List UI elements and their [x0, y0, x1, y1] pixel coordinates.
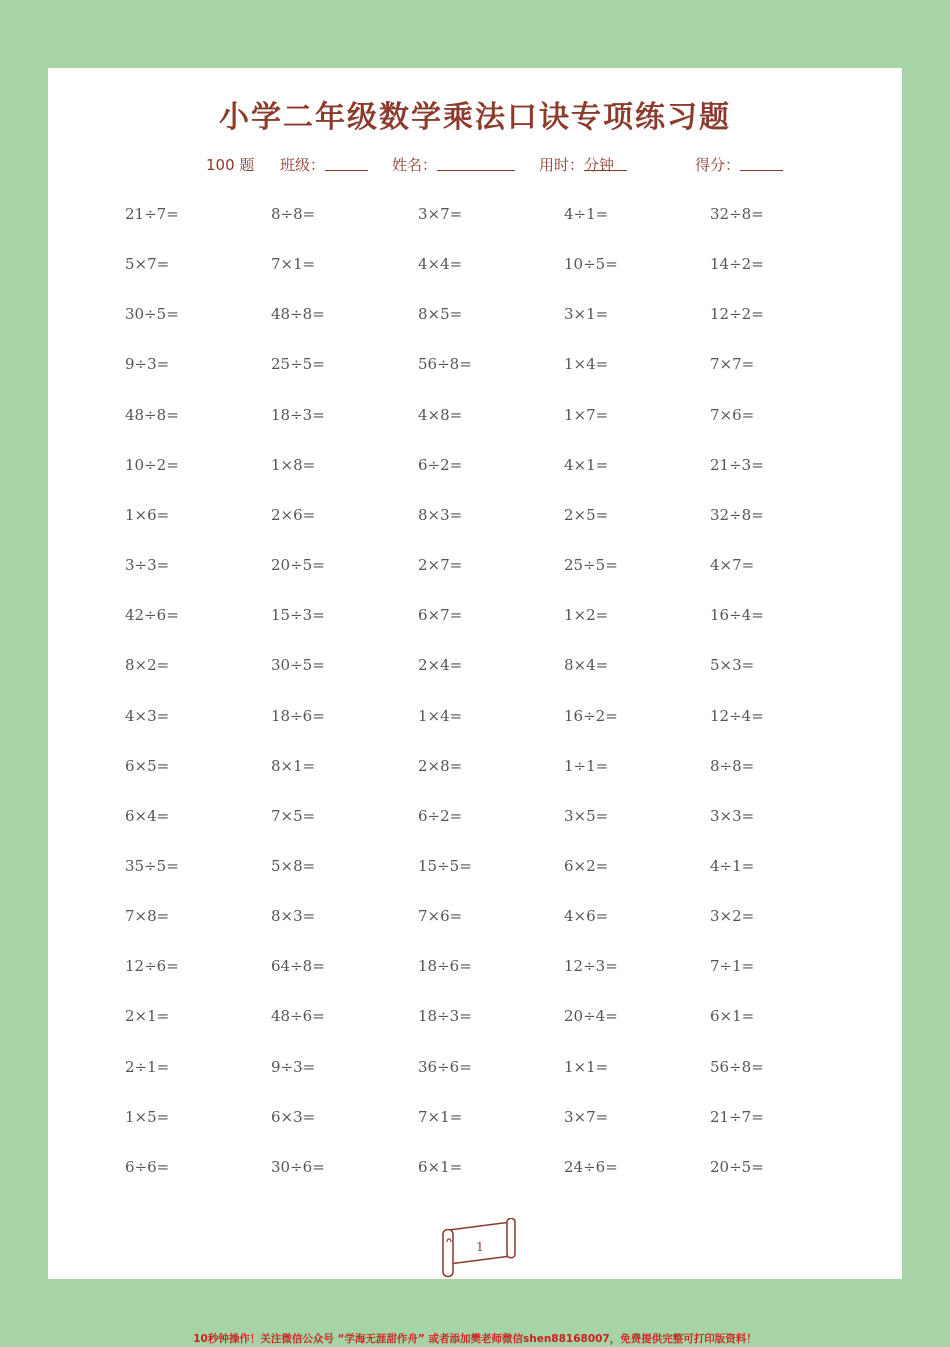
question-item: 9÷3= [125, 355, 170, 374]
question-item: 6×4= [125, 806, 170, 825]
question-item: 8÷8= [710, 756, 755, 775]
question-item: 6×7= [418, 606, 463, 625]
question-item: 42÷6= [125, 606, 179, 625]
question-item: 4×4= [418, 255, 463, 274]
question-item: 7×5= [271, 806, 316, 825]
question-item: 20÷5= [271, 556, 325, 575]
question-item: 32÷8= [710, 205, 764, 223]
question-count: 100 题 [206, 156, 255, 174]
question-item: 3×2= [710, 907, 755, 926]
question-item: 4×7= [710, 556, 755, 575]
question-item: 7×1= [418, 1107, 463, 1126]
question-item: 2×8= [418, 756, 463, 775]
page-number: 1 [476, 1240, 484, 1254]
page-title: 小学二年级数学乘法口诀专项练习题 [219, 100, 731, 135]
question-item: 18÷3= [271, 405, 325, 424]
question-item: 5×3= [710, 656, 755, 675]
question-item: 4×8= [418, 405, 463, 424]
question-item: 18÷3= [418, 1007, 472, 1026]
score-field [695, 154, 740, 175]
time-field [539, 154, 614, 175]
question-item: 4×1= [564, 455, 609, 474]
class-label: 班级： [280, 156, 326, 174]
question-item: 3×1= [564, 305, 609, 324]
question-item: 12÷3= [564, 957, 618, 976]
question-item: 20÷5= [710, 1157, 764, 1176]
question-item: 3×7= [418, 205, 463, 223]
question-item: 7×7= [710, 355, 755, 374]
question-item: 2×5= [564, 505, 609, 524]
student-info-row [48, 154, 902, 180]
question-item: 8×2= [125, 656, 170, 675]
question-item: 7÷1= [710, 957, 755, 976]
question-item: 48÷8= [271, 305, 325, 324]
question-item: 20÷4= [564, 1007, 618, 1026]
question-item: 12÷4= [710, 706, 764, 725]
question-item: 56÷8= [710, 1057, 764, 1076]
question-item: 48÷6= [271, 1007, 325, 1026]
question-item: 30÷5= [271, 656, 325, 675]
question-item: 6×1= [418, 1157, 463, 1176]
score-blank [740, 154, 783, 171]
question-item: 7×6= [418, 907, 463, 926]
question-item: 18÷6= [418, 957, 472, 976]
question-item: 2×1= [125, 1007, 170, 1026]
question-item: 1÷1= [564, 756, 609, 775]
question-item: 8×5= [418, 305, 463, 324]
question-item: 1×5= [125, 1107, 170, 1126]
question-item: 25÷5= [271, 355, 325, 374]
question-item: 48÷8= [125, 405, 179, 424]
question-item: 4÷1= [710, 856, 755, 875]
question-item: 1×1= [564, 1057, 609, 1076]
question-item: 21÷7= [710, 1107, 764, 1126]
question-item: 7×6= [710, 405, 755, 424]
name-field [392, 154, 437, 175]
question-item: 2÷1= [125, 1057, 170, 1076]
question-item: 8×1= [271, 756, 316, 775]
question-item: 10÷5= [564, 255, 618, 274]
question-item: 7×1= [271, 255, 316, 274]
question-item: 36÷6= [418, 1057, 472, 1076]
question-item: 6÷2= [418, 455, 463, 474]
question-item: 3×3= [710, 806, 755, 825]
class-field [280, 154, 325, 175]
question-item: 2×7= [418, 556, 463, 575]
question-item: 32÷8= [710, 505, 764, 524]
question-item: 25÷5= [564, 556, 618, 575]
question-item: 1×4= [564, 355, 609, 374]
question-item: 16÷4= [710, 606, 764, 625]
question-item: 1×4= [418, 706, 463, 725]
question-item: 56÷8= [418, 355, 472, 374]
question-item: 30÷6= [271, 1157, 325, 1176]
question-item: 8÷8= [271, 205, 316, 223]
footer-notice: 10秒钟操作！关注微信公众号 “学海无涯甜作舟” 或者添加樊老师微信shen88168007，免费提供完整可打印版资料！ [193, 1333, 757, 1345]
question-item: 21÷3= [710, 455, 764, 474]
question-item: 1×7= [564, 405, 609, 424]
question-item: 3×7= [564, 1107, 609, 1126]
question-item: 6÷2= [418, 806, 463, 825]
question-item: 18÷6= [271, 706, 325, 725]
question-item: 4×6= [564, 907, 609, 926]
question-item: 12÷6= [125, 957, 179, 976]
question-item: 35÷5= [125, 856, 179, 875]
question-item: 8×3= [418, 505, 463, 524]
question-item: 15÷3= [271, 606, 325, 625]
question-item: 15÷5= [418, 856, 472, 875]
question-item: 14÷2= [710, 255, 764, 274]
question-item: 10÷2= [125, 455, 179, 474]
question-item: 4×3= [125, 706, 170, 725]
question-item: 21÷7= [125, 205, 179, 223]
worksheet-page [48, 68, 902, 1279]
time-blank [584, 154, 627, 171]
question-item: 2×4= [418, 656, 463, 675]
name-label: 姓名： [392, 156, 438, 174]
time-unit: 分钟 [584, 156, 615, 174]
question-item: 64÷8= [271, 957, 325, 976]
question-item: 8×4= [564, 656, 609, 675]
question-item: 6×2= [564, 856, 609, 875]
question-item: 2×6= [271, 505, 316, 524]
question-item: 7×8= [125, 907, 170, 926]
question-item: 9÷3= [271, 1057, 316, 1076]
question-item: 6÷6= [125, 1157, 170, 1176]
question-item: 6×3= [271, 1107, 316, 1126]
question-item: 24÷6= [564, 1157, 618, 1176]
question-item: 3×5= [564, 806, 609, 825]
question-item: 5×8= [271, 856, 316, 875]
question-item: 6×1= [710, 1007, 755, 1026]
question-item: 5×7= [125, 255, 170, 274]
question-item: 1×6= [125, 505, 170, 524]
question-item: 8×3= [271, 907, 316, 926]
question-item: 16÷2= [564, 706, 618, 725]
question-item: 30÷5= [125, 305, 179, 324]
question-item: 1×2= [564, 606, 609, 625]
question-item: 4÷1= [564, 205, 609, 223]
question-item: 12÷2= [710, 305, 764, 324]
score-label: 得分： [695, 156, 741, 174]
question-item: 1×8= [271, 455, 316, 474]
question-item: 6×5= [125, 756, 170, 775]
class-blank [325, 154, 368, 171]
name-blank [437, 154, 515, 171]
time-label: 用时： [539, 156, 585, 174]
question-item: 3÷3= [125, 556, 170, 575]
